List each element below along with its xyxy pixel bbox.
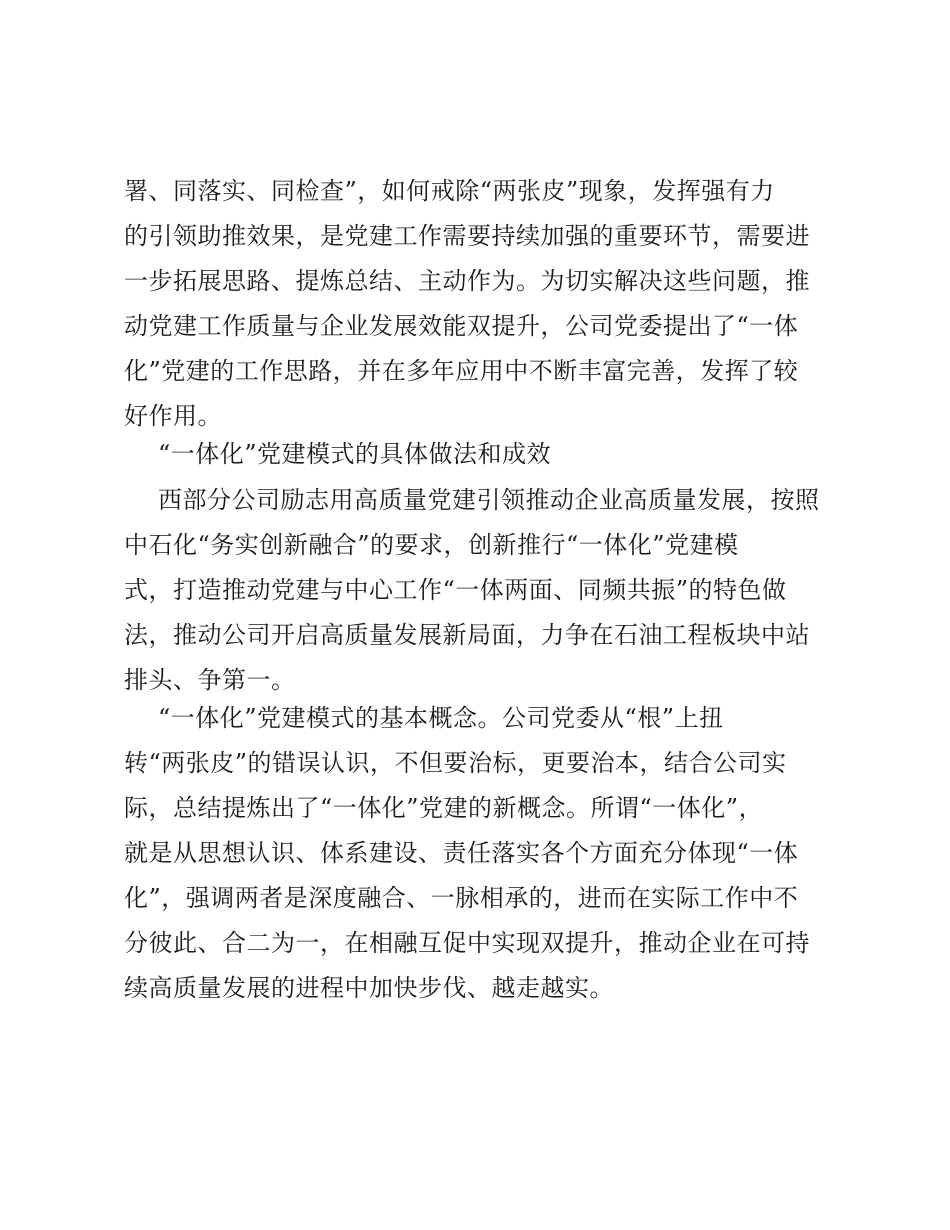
text-line: 好作用。 — [124, 402, 222, 430]
text-line: 动党建工作质量与企业发展效能双提升，公司党委提出了“一体 — [124, 312, 799, 340]
text-line: 续高质量发展的进程中加快步伐、越走越实。 — [124, 974, 614, 1002]
text-line: 署、同落实、同检查”，如何戒除“两张皮”现象，发挥强有力 — [124, 177, 775, 205]
text-line: 化”党建的工作思路，并在多年应用中不断丰富完善，发挥了较 — [124, 357, 799, 385]
text-line: 排头、争第一。 — [124, 666, 296, 694]
text-line: 中石化“务实创新融合”的要求，创新推行“一体化”党建模 — [124, 531, 739, 559]
section-heading: “一体化”党建模式的具体做法和成效 — [158, 440, 552, 468]
text-line: 化”，强调两者是深度融合、一脉相承的，进而在实际工作中不 — [124, 884, 799, 912]
text-line: 分彼此、合二为一，在相融互促中实现双提升，推动企业在可持 — [124, 929, 810, 957]
text-line: 法，推动公司开启高质量发展新局面，力争在石油工程板块中站 — [124, 621, 810, 649]
text-line: 的引领助推效果，是党建工作需要持续加强的重要环节，需要进 — [124, 222, 810, 250]
text-line: 际，总结提炼出了“一体化”党建的新概念。所谓“一体化”， — [124, 794, 764, 822]
text-line: 西部分公司励志用高质量党建引领推动企业高质量发展，按照 — [158, 486, 820, 514]
text-line: “一体化”党建模式的基本概念。公司党委从“根”上扭 — [158, 704, 724, 732]
text-line: 一步拓展思路、提炼总结、主动作为。为切实解决这些问题，推 — [124, 267, 810, 295]
text-line: 就是从思想认识、体系建设、责任落实各个方面充分体现“一体 — [124, 839, 799, 867]
text-line: 转“两张皮”的错误认识，不但要治标，更要治本，结合公司实 — [124, 749, 787, 777]
text-line: 式，打造推动党建与中心工作“一体两面、同频共振”的特色做 — [124, 576, 787, 604]
